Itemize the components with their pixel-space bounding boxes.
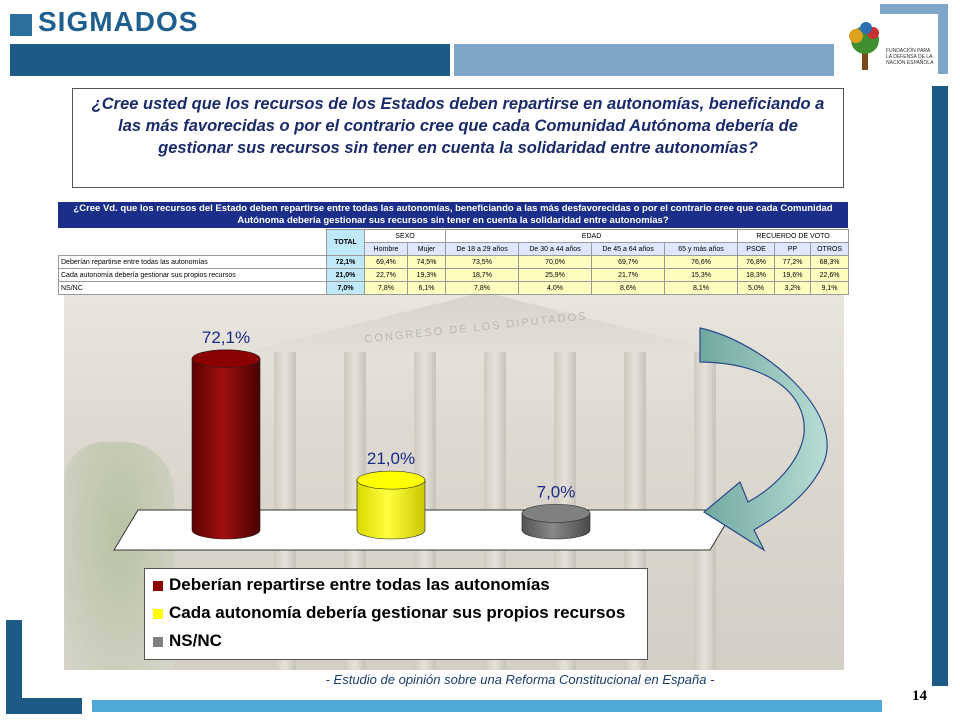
cell: 18,3% [738, 269, 775, 282]
congress-building-image: CONGRESO DE LOS DIPUTADOS [64, 292, 844, 670]
cell: 8,1% [665, 282, 738, 295]
table-corner [59, 230, 327, 243]
row-label: Cada autonomía debería gestionar sus propios recursos [59, 269, 327, 282]
row-label: NS/NC [59, 282, 327, 295]
frame-corner [938, 4, 948, 74]
sigmados-logo: SIGMADOS [38, 6, 199, 37]
table-row [59, 256, 849, 269]
cell: 74,5% [408, 256, 446, 269]
cell: 76,8% [738, 256, 775, 269]
col-header: De 30 a 44 años [519, 243, 592, 256]
bar-cap-0 [192, 350, 260, 368]
table-title: ¿Cree Vd. que los recursos del Estado deben repartirse entre todas las autonomías, beneficiando a las más desfavorecidas o por el contrario cree que cada Comunidad Autónoma debería gestionar sus recursos sin tener en cuenta la solidaridad entre autonomías? [58, 202, 848, 228]
footer-label: Estudio de opinión sobre una Reforma Constitucional en España [333, 672, 707, 687]
bar-cap-2 [522, 504, 590, 522]
bar-0 [192, 359, 260, 539]
bar-value-label: 7,0% [536, 482, 576, 502]
cell: 70,0% [519, 256, 592, 269]
cell: 5,0% [738, 282, 775, 295]
cell: 7,8% [446, 282, 519, 295]
legend-swatch [153, 581, 163, 591]
legend-label: NS/NC [169, 631, 222, 650]
table-row [59, 269, 849, 282]
cell: 22,6% [811, 269, 849, 282]
cell: 69,4% [365, 256, 408, 269]
cell: 19,6% [775, 269, 811, 282]
bottom-frame-bar [92, 700, 882, 712]
bar-value-label: 21,0% [366, 449, 416, 469]
cell: 19,3% [408, 269, 446, 282]
foundation-text: FUNDACIÓN PARA LA DEFENSA DE LA NACIÓN ESPAÑOLA [886, 48, 934, 66]
table-corner [59, 243, 327, 256]
legend-swatch [153, 637, 163, 647]
cell: 25,9% [519, 269, 592, 282]
col-header: OTROS [811, 243, 849, 256]
cell: 15,3% [665, 269, 738, 282]
cell: 73,5% [446, 256, 519, 269]
col-header: De 18 a 29 años [446, 243, 519, 256]
header-total: TOTAL [327, 230, 365, 256]
cell: 7,8% [365, 282, 408, 295]
col-header: 65 y más años [665, 243, 738, 256]
col-header: PSOE [738, 243, 775, 256]
cell: 76,6% [665, 256, 738, 269]
col-header: PP [775, 243, 811, 256]
legend-item [153, 575, 550, 595]
logo-square-icon [10, 14, 32, 36]
question-box: ¿Cree usted que los recursos de los Estados deben repartirse en autonomías, beneficiando a las más favorecidas o por el contrario cree que cada Comunidad Autónoma debería de gestionar sus recursos sin tener en cuenta la solidaridad entre autonomías? [72, 88, 844, 188]
cell: 77,2% [775, 256, 811, 269]
cell: 9,1% [811, 282, 849, 295]
cell: 3,2% [775, 282, 811, 295]
cell: 72,1% [327, 256, 365, 269]
page-number: 14 [912, 688, 927, 704]
cell: 4,0% [519, 282, 592, 295]
legend-item [153, 603, 625, 623]
cell: 22,7% [365, 269, 408, 282]
row-label: Deberían repartirse entre todas las autonomías [59, 256, 327, 269]
cell: 21,0% [327, 269, 365, 282]
header-bar-light [454, 44, 834, 76]
header-edad: EDAD [446, 230, 738, 243]
bar-value-label: 72,1% [201, 327, 251, 347]
chart-legend [144, 568, 648, 660]
data-table [58, 229, 849, 295]
right-frame-bar [932, 86, 948, 686]
left-frame-bar [6, 698, 82, 714]
legend-item [153, 631, 222, 651]
cell: 8,6% [592, 282, 665, 295]
header-bar-dark [10, 44, 450, 76]
cell: 18,7% [446, 269, 519, 282]
cell: 69,7% [592, 256, 665, 269]
legend-label: Cada autonomía debería gestionar sus propios recursos [169, 603, 626, 622]
cell: 6,1% [408, 282, 446, 295]
bar-chart [64, 292, 844, 568]
bar-cap-1 [357, 471, 425, 489]
col-header: Hombre [365, 243, 408, 256]
header-sexo: SEXO [365, 230, 446, 243]
header-voto: RECUERDO DE VOTO [738, 230, 849, 243]
col-header: De 45 a 64 años [592, 243, 665, 256]
cell: 68,3% [811, 256, 849, 269]
cell: 7,0% [327, 282, 365, 295]
footer-text: - Estudio de opinión sobre una Reforma Constitucional en España - [325, 672, 715, 687]
cell: 21,7% [592, 269, 665, 282]
curved-arrow-icon [700, 328, 827, 550]
legend-label: Deberían repartirse entre todas las autonomías [169, 575, 550, 594]
legend-swatch [153, 609, 163, 619]
col-header: Mujer [408, 243, 446, 256]
